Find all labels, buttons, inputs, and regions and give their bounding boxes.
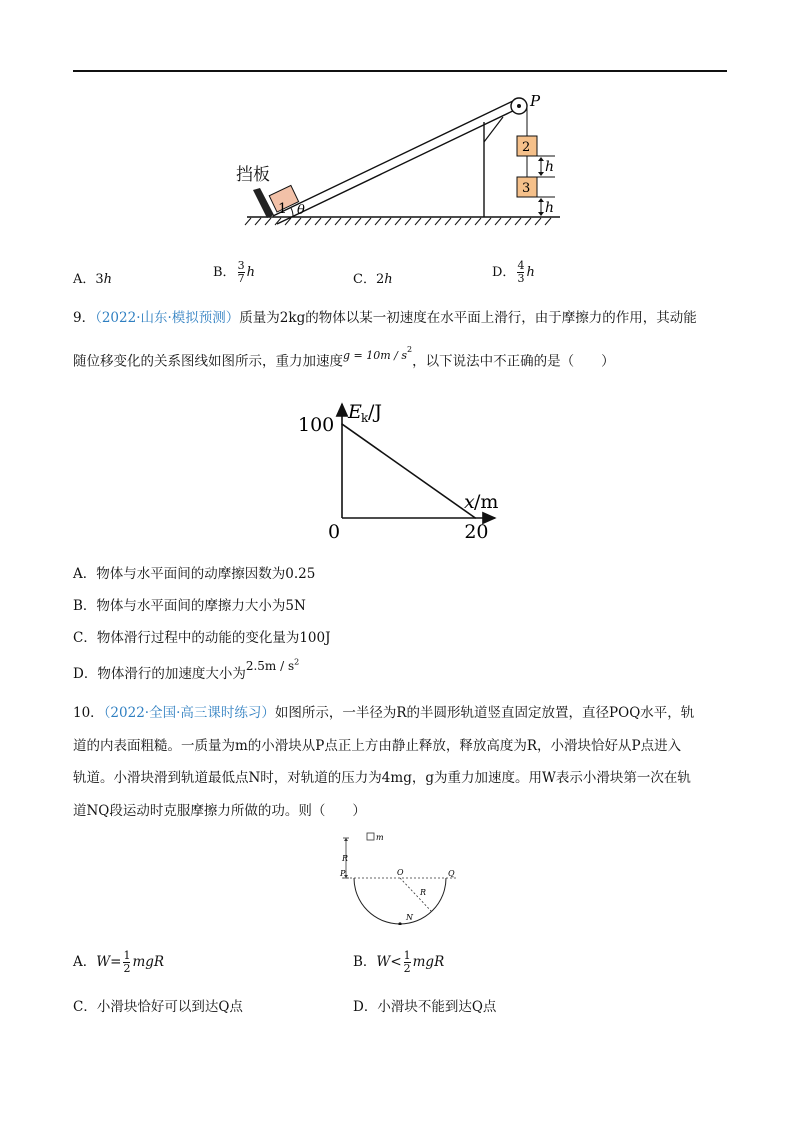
fraction: $\frac{1}{2}$ [403,949,411,975]
fraction: $\frac{1}{2}$ [123,949,131,975]
q9-option-c[interactable]: C．物体滑行过程中的动能的变化量为100J [73,630,331,646]
h-label-lower: h [545,200,555,216]
pulley-p-label: P [530,92,541,110]
origin-label: 0 [328,521,341,543]
x-axis-label-var: x [464,491,475,513]
q10-line-2: 道的内表面粗糙。一质量为m的小滑块从P点正上方由静止释放，释放高度为R，小滑块恰好从P点进入 [73,737,682,754]
q10-line-3: 轨道。小滑块滑到轨道最低点N时，对轨道的压力为4mg，g为重力加速度。用W表示小滑块第一次在轨 [73,770,691,786]
q9-line-2: 随位移变化的关系图线如图所示，重力加速度$^{g = 10m / s2}$，以下说法中不正确的是（ ） [73,345,615,370]
q9-source: （2022·山东·模拟预测） [95,310,240,326]
p-point-label: P [340,869,346,878]
ek-x-chart [290,392,510,544]
fraction: $\frac{4}{3}$ [517,259,525,285]
o-point-label: O [397,868,404,877]
q8-option-c[interactable]: C．2h [353,272,393,287]
slider-block [367,833,374,840]
radius-label: R [420,888,427,897]
y-axis-label-sub: k [361,411,369,425]
baffle-label: 挡板 [236,165,270,185]
y-axis-label-unit: /J [368,401,383,423]
q9-option-d[interactable]: D．物体滑行的加速度大小为$2.5m / s^2$ [73,657,300,682]
q9-stem [73,302,733,379]
y-tick-label: 100 [298,414,335,437]
ek-series-line [342,424,475,518]
q9-option-b[interactable]: B．物体与水平面间的摩擦力大小为5N [73,598,306,614]
h-label-upper: h [545,159,555,175]
q10-option-c[interactable]: C．小滑块恰好可以到达Q点 [73,999,243,1015]
q10-option-a[interactable]: A．W= $\frac{1}{2}$ mgR [73,949,165,975]
incline-pulley-figure [235,92,565,232]
block-2-label: 2 [522,140,531,155]
q10-line-1: 10．（2022·全国·高三课时练习）如图所示，一半径为R的半圆形轨道竖直固定放置，直径POQ水平，轨 [73,705,695,721]
y-axis-label-var: E [348,401,362,423]
q8-option-a[interactable]: A．3h [73,272,113,287]
q9-line-1: 9．（2022·山东·模拟预测）质量为2kg的物体以某一初速度在水平面上滑行，由于摩擦力的作用，其动能 [73,310,697,326]
q8-option-d[interactable]: D． $\frac{4}{3}$ h [492,259,535,285]
mass-label: m [376,833,384,842]
q9-option-a[interactable]: A．物体与水平面间的动摩擦因数为0.25 [73,566,316,582]
x-tick-label: 20 [464,521,489,543]
q10-source: （2022·全国·高三课时练习） [103,705,275,721]
semicircle-track-figure [330,830,470,925]
q10-option-b[interactable]: B．W< $\frac{1}{2}$ mgR [353,949,445,975]
q10-line-4: 道NQ段运动时克服摩擦力所做的功。则（ ） [73,802,366,819]
q-point-label: Q [448,869,455,878]
x-axis-label-unit: /m [474,491,499,513]
header-rule [73,70,727,72]
theta-label: θ [297,203,305,218]
block-3-label: 3 [522,181,531,196]
q8-option-b[interactable]: B． $\frac{3}{7}$ h [213,259,255,285]
q10-option-d[interactable]: D．小滑块不能到达Q点 [353,999,497,1015]
fraction: $\frac{3}{7}$ [237,259,245,285]
series-layer [341,423,476,519]
height-r-label: R [342,854,349,863]
ek-data-point [341,423,343,425]
block-1-label: 1 [278,201,287,217]
n-point-label: N [406,913,413,922]
q10-stem [73,697,733,827]
ek-data-point [475,517,477,519]
